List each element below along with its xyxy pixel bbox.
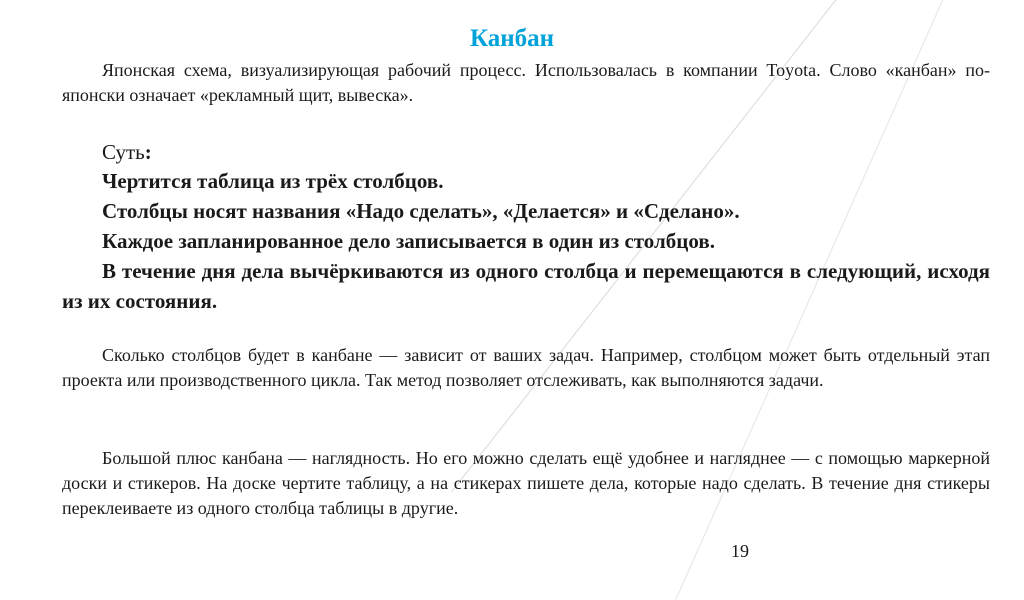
essence-point: Чертится таблица из трёх столбцов.	[102, 169, 444, 193]
columns-paragraph: Сколько столбцов будет в канбане — зависит от ваших задач. Например, столбцом может быть отдельный этап проекта или производственного цикла. Так метод позволяет отслеживать, как выполняются задачи.	[62, 345, 990, 390]
essence-point: Каждое запланированное дело записывается в один из столбцов.	[102, 229, 715, 253]
essence-section	[62, 139, 990, 316]
essence-heading	[62, 139, 990, 166]
advantage-paragraph: Большой плюс канбана — наглядность. Но его можно сделать ещё удобнее и нагляднее — с помощью маркерной доски и стикеров. На доске чертите таблицу, а на стикерах пишете дела, которые надо сделать. В течение дня стикеры переклеиваете из одного столбца таблицы в другие.	[62, 448, 990, 518]
page-number: 19	[731, 541, 749, 561]
essence-point: Столбцы носят названия «Надо сделать», «Делается» и «Сделано».	[102, 199, 740, 223]
essence-colon: :	[144, 140, 152, 164]
slide-title: Канбан	[469, 25, 555, 52]
essence-label: Суть	[102, 140, 145, 164]
essence-point: В течение дня дела вычёркиваются из одного столбца и перемещаются в следующий, исходя из их состояния.	[62, 259, 990, 313]
intro-paragraph: Японская схема, визуализирующая рабочий процесс. Использовалась в компании Toyota. Слово «канбан» по-японски означает «рекламный щит, вывеска».	[62, 60, 990, 105]
